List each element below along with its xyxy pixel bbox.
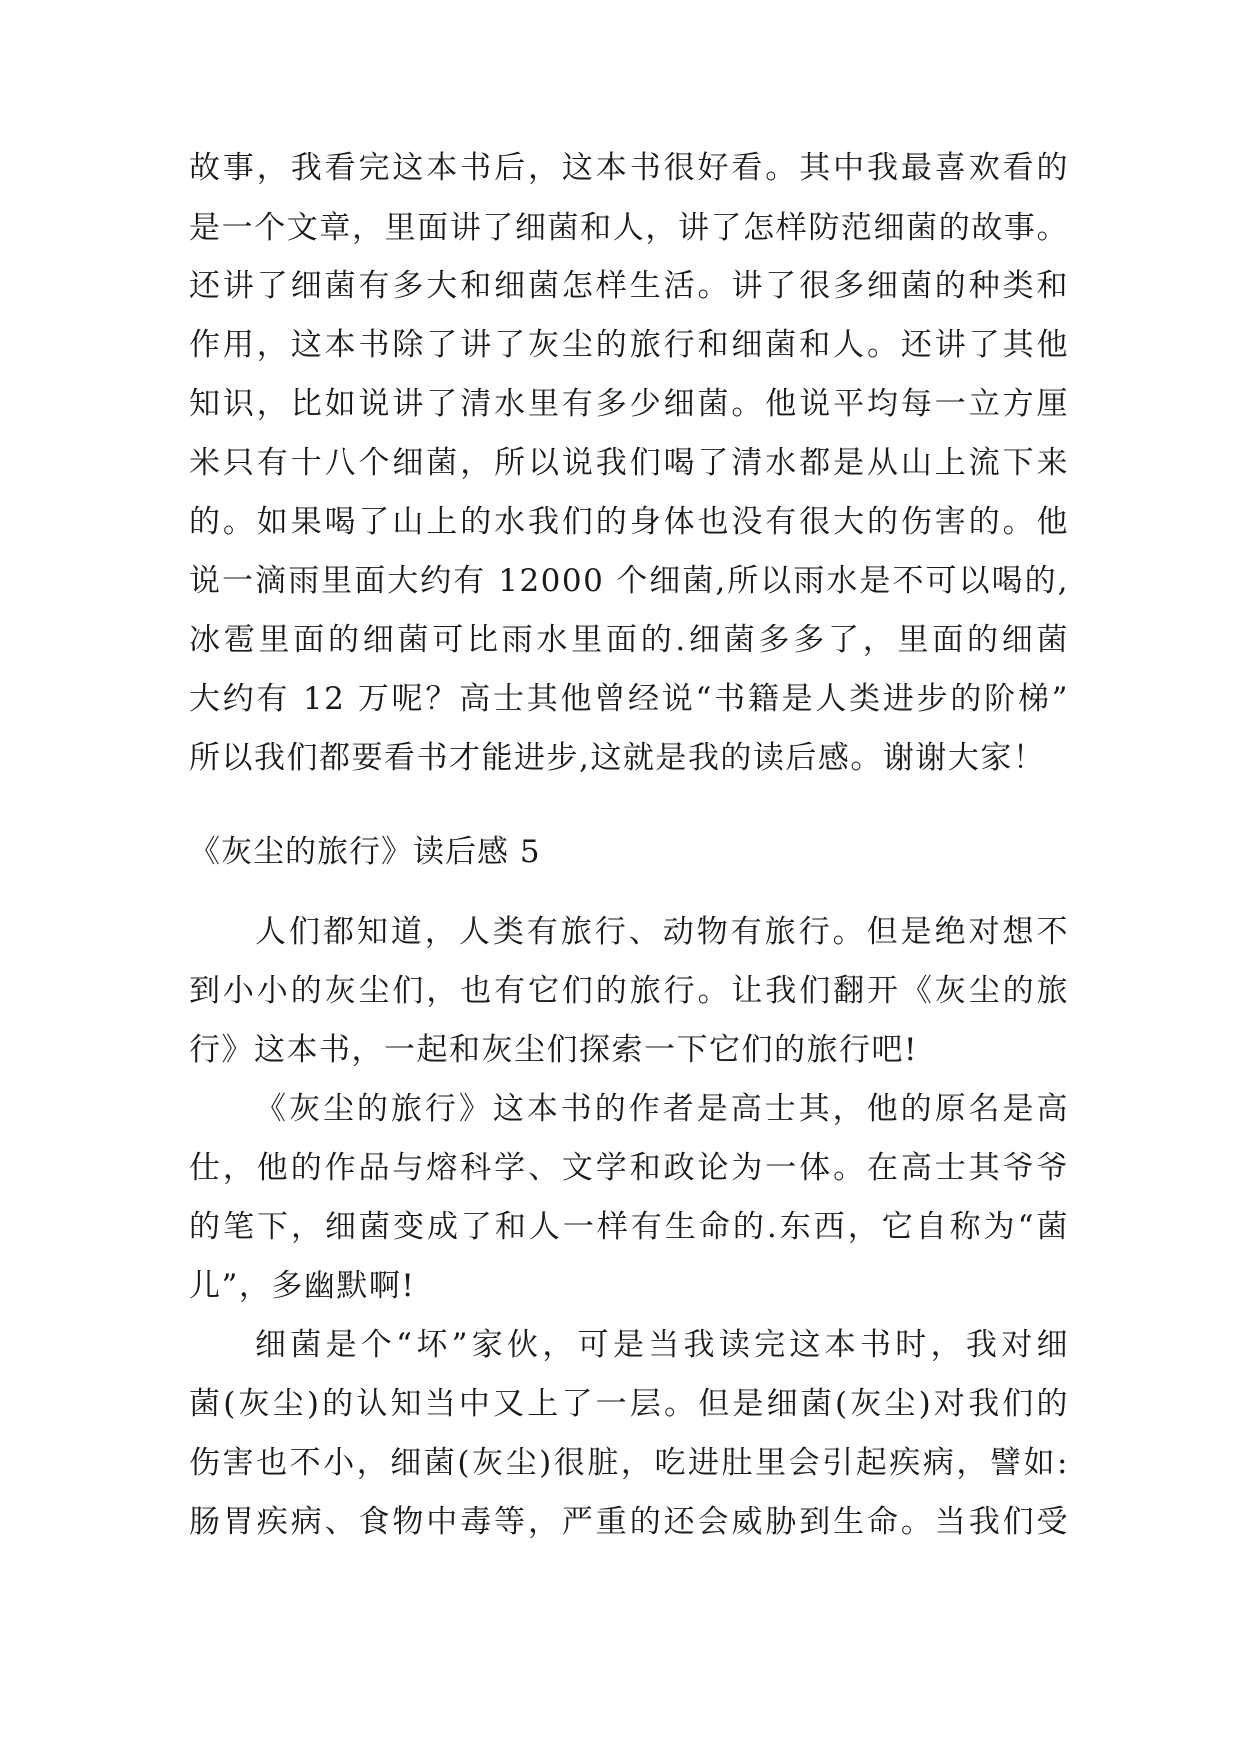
paragraph-line: 的笔下，细菌变成了和人一样有生命的.东西，它自称为“菌 (189, 1209, 1069, 1245)
paragraph-line: 《灰尘的旅行》这本书的作者是高士其，他的原名是高 (255, 1091, 1069, 1127)
paragraph-line: 行》这本书，一起和灰尘们探索一下它们的旅行吧! (189, 1032, 918, 1068)
paragraph-line: 人们都知道，人类有旅行、动物有旅行。但是绝对想不 (255, 914, 1069, 950)
paragraph-line: 儿”，多幽默啊! (189, 1268, 416, 1304)
paragraph-line: 冰雹里面的细菌可比雨水里面的.细菌多多了，里面的细菌 (189, 622, 1069, 658)
paragraph-line: 是一个文章，里面讲了细菌和人，讲了怎样防范细菌的故事。 (189, 210, 1069, 246)
paragraph-line: 所以我们都要看书才能进步,这就是我的读后感。谢谢大家！ (189, 740, 1046, 776)
paragraph-line: 的。如果喝了山上的水我们的身体也没有很大的伤害的。他 (189, 504, 1069, 540)
paragraph-line: 作用，这本书除了讲了灰尘的旅行和细菌和人。还讲了其他 (189, 327, 1069, 363)
paragraph-line: 到小小的灰尘们，也有它们的旅行。让我们翻开《灰尘的旅 (189, 973, 1069, 1009)
paragraph-line: 说一滴雨里面大约有 12000 个细菌,所以雨水是不可以喝的, (189, 563, 1069, 599)
paragraph-line: 大约有 12 万呢？高士其他曾经说“书籍是人类进步的阶梯” (189, 681, 1069, 717)
paragraph-line: 仕，他的作品与熔科学、文学和政论为一体。在高士其爷爷 (189, 1150, 1069, 1186)
paragraph-line: 伤害也不小，细菌(灰尘)很脏，吃进肚里会引起疾病，譬如: (189, 1445, 1069, 1481)
paragraph-line: 细菌是个“坏”家伙，可是当我读完这本书时，我对细 (255, 1327, 1069, 1363)
paragraph-line: 菌(灰尘)的认知当中又上了一层。但是细菌(灰尘)对我们的 (189, 1386, 1069, 1422)
paragraph-line: 肠胃疾病、食物中毒等，严重的还会威胁到生命。当我们受 (189, 1504, 1069, 1540)
paragraph-line: 米只有十八个细菌，所以说我们喝了清水都是从山上流下来 (189, 445, 1069, 481)
paragraph-line: 还讲了细菌有多大和细菌怎样生活。讲了很多细菌的种类和 (189, 268, 1069, 304)
section-title: 《灰尘的旅行》读后感 5 (189, 834, 541, 870)
paragraph-line: 故事，我看完这本书后，这本书很好看。其中我最喜欢看的 (189, 150, 1069, 186)
paragraph-line: 知识，比如说讲了清水里有多少细菌。他说平均每一立方厘 (189, 386, 1069, 422)
